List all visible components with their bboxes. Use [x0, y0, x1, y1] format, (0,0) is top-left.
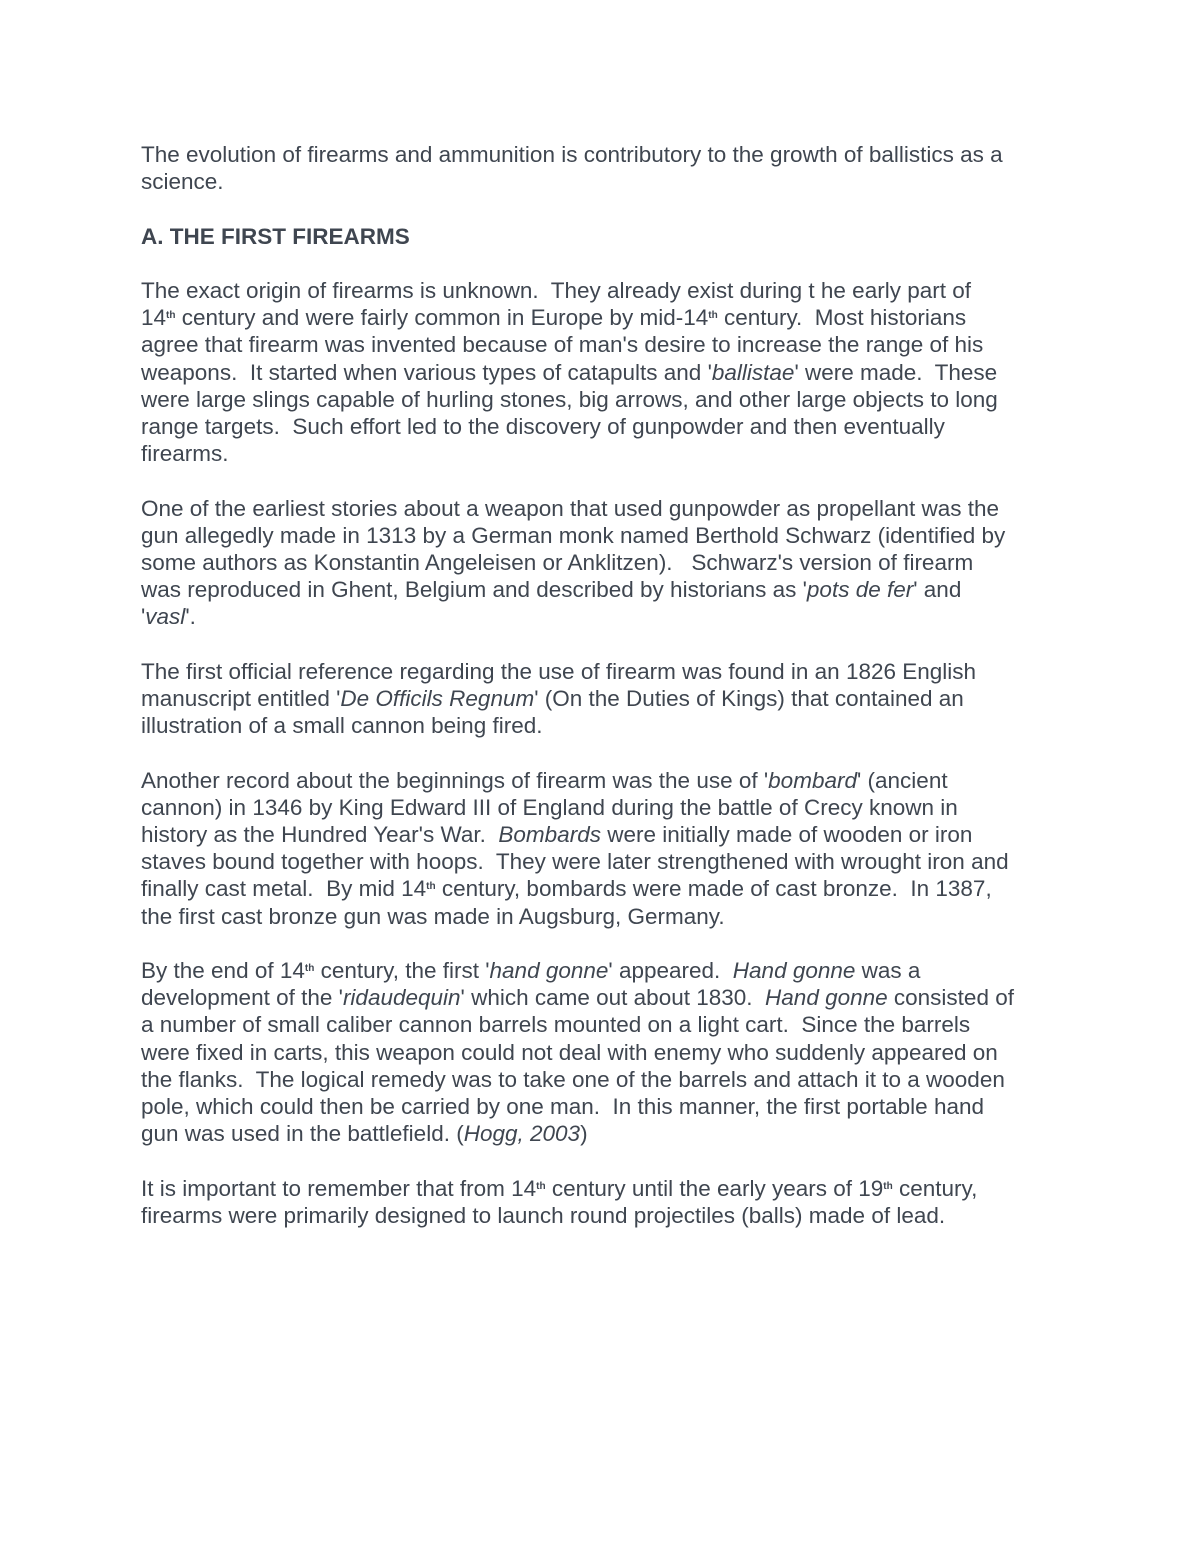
text-line: the first cast bronze gun was made in Augsburg, Germany.: [141, 903, 725, 929]
text-line: The first official reference regarding the use of firearm was found in an 1826 English: [141, 658, 977, 684]
text-line: By the end of 14th century, the first 'hand gonne' appeared. Hand gonne was a: [141, 958, 921, 983]
paragraph-schwarz: [141, 495, 1071, 631]
text-line: were large slings capable of hurling stones, big arrows, and other large objects to long: [141, 386, 998, 412]
italic-term: bombard: [768, 767, 857, 793]
intro-line-1: The evolution of firearms and ammunition is contributory to the growth of ballistics as a: [141, 142, 1003, 167]
italic-term: Hand gonne: [732, 958, 856, 983]
italic-term: Hand gonne: [765, 985, 888, 1011]
paragraph-hand-gonne: [141, 957, 1071, 1147]
italic-term: pots de fer: [806, 577, 914, 603]
italic-term: De Officils Regnum: [340, 686, 535, 711]
text-line: The exact origin of firearms is unknown. They already exist during t he early part of: [141, 277, 971, 303]
paragraph-official-reference: [141, 658, 1071, 740]
citation: Hogg, 2003: [463, 1121, 581, 1147]
intro-line-2: science.: [141, 169, 224, 195]
paragraph-projectiles: [141, 1175, 1071, 1229]
text-line: development of the 'ridaudequin' which came out about 1830. Hand gonne consisted of: [141, 985, 1014, 1011]
text-line: 'vasl'.: [141, 604, 196, 630]
italic-term: Bombards: [498, 822, 601, 847]
text-line: firearms.: [141, 441, 229, 467]
text-line: were fixed in carts, this weapon could not deal with enemy who suddenly appeared on: [141, 1039, 998, 1065]
intro-paragraph: [141, 141, 1071, 195]
text-line: the flanks. The logical remedy was to take one of the barrels and attach it to a wooden: [141, 1066, 1005, 1092]
text-line: One of the earliest stories about a weapon that used gunpowder as propellant was the: [141, 495, 1000, 521]
text-line: 14th century and were fairly common in Europe by mid-14th century. Most historians: [141, 305, 967, 331]
document-page: [141, 141, 1071, 1256]
superscript: th: [536, 1180, 546, 1192]
text-line: weapons. It started when various types of catapults and 'ballistae' were made. These: [141, 359, 998, 385]
text-line: gun allegedly made in 1313 by a German monk named Berthold Schwarz (identified by: [141, 522, 1006, 548]
text-line: illustration of a small cannon being fired.: [141, 713, 543, 739]
italic-term: ballistae: [711, 359, 795, 385]
text-line: staves bound together with hoops. They were later strengthened with wrought iron and: [141, 849, 1009, 875]
text-line: Another record about the beginnings of firearm was the use of 'bombard' (ancient: [141, 767, 948, 793]
text-line: cannon) in 1346 by King Edward III of England during the battle of Crecy known in: [141, 794, 958, 820]
paragraph-bombard: [141, 767, 1071, 930]
text-line: range targets. Such effort led to the discovery of gunpowder and then eventually: [141, 414, 945, 439]
superscript: th: [166, 310, 176, 322]
section-heading: A. THE FIRST FIREARMS: [141, 223, 410, 249]
text-line: gun was used in the battlefield. (Hogg, 2003): [141, 1121, 588, 1147]
italic-term: hand gonne: [489, 958, 609, 983]
text-line: It is important to remember that from 14th century until the early years of 19th century,: [141, 1175, 978, 1201]
superscript: th: [708, 310, 718, 322]
text-line: manuscript entitled 'De Officils Regnum' (On the Duties of Kings) that contained an: [141, 686, 964, 711]
text-line: finally cast metal. By mid 14th century, bombards were made of cast bronze. In 1387,: [141, 876, 992, 902]
text-line: a number of small caliber cannon barrels mounted on a light cart. Since the barrels: [141, 1012, 971, 1038]
text-line: agree that firearm was invented because of man's desire to increase the range of his: [141, 332, 984, 358]
text-line: pole, which could then be carried by one man. In this manner, the first portable hand: [141, 1094, 985, 1120]
superscript: th: [883, 1180, 893, 1192]
superscript: th: [426, 881, 436, 893]
superscript: th: [304, 963, 315, 974]
italic-term: ridaudequin: [342, 985, 461, 1011]
text-line: was reproduced in Ghent, Belgium and described by historians as 'pots de fer' and: [141, 577, 962, 603]
text-line: some authors as Konstantin Angeleisen or Anklitzen). Schwarz's version of firearm: [141, 550, 974, 575]
text-line: history as the Hundred Year's War. Bombards were initially made of wooden or iron: [141, 822, 973, 847]
italic-term: vasl: [145, 604, 186, 630]
paragraph-origin: [141, 277, 1071, 467]
text-line: firearms were primarily designed to launch round projectiles (balls) made of lead.: [141, 1202, 946, 1228]
